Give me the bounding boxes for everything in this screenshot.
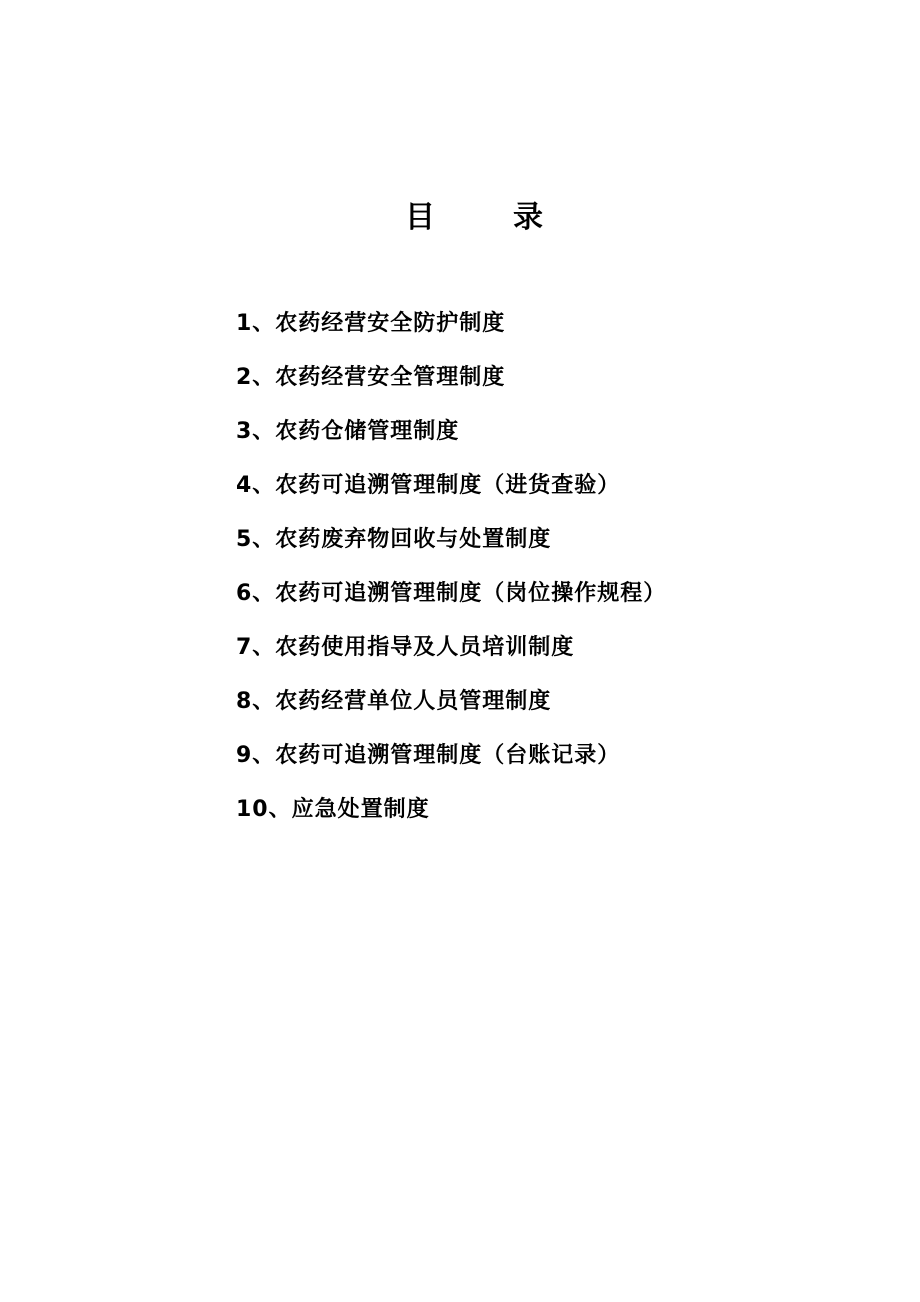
toc-item: 6、农药可追溯管理制度（岗位操作规程） (236, 581, 667, 606)
title-char-1: 目 (405, 200, 435, 235)
title-char-2: 录 (513, 200, 543, 235)
table-of-contents (236, 306, 666, 846)
toc-item: 5、农药废弃物回收与处置制度 (236, 527, 552, 552)
page-title (0, 196, 920, 240)
toc-item: 3、农药仓储管理制度 (236, 419, 460, 444)
toc-item: 4、农药可追溯管理制度（进货查验） (236, 473, 621, 498)
toc-item: 8、农药经营单位人员管理制度 (236, 689, 552, 714)
toc-item: 9、农药可追溯管理制度（台账记录） (236, 743, 621, 768)
toc-item: 2、农药经营安全管理制度 (236, 365, 506, 390)
toc-item: 10、应急处置制度 (236, 797, 430, 822)
toc-item: 1、农药经营安全防护制度 (236, 311, 506, 336)
toc-item: 7、农药使用指导及人员培训制度 (236, 635, 575, 660)
